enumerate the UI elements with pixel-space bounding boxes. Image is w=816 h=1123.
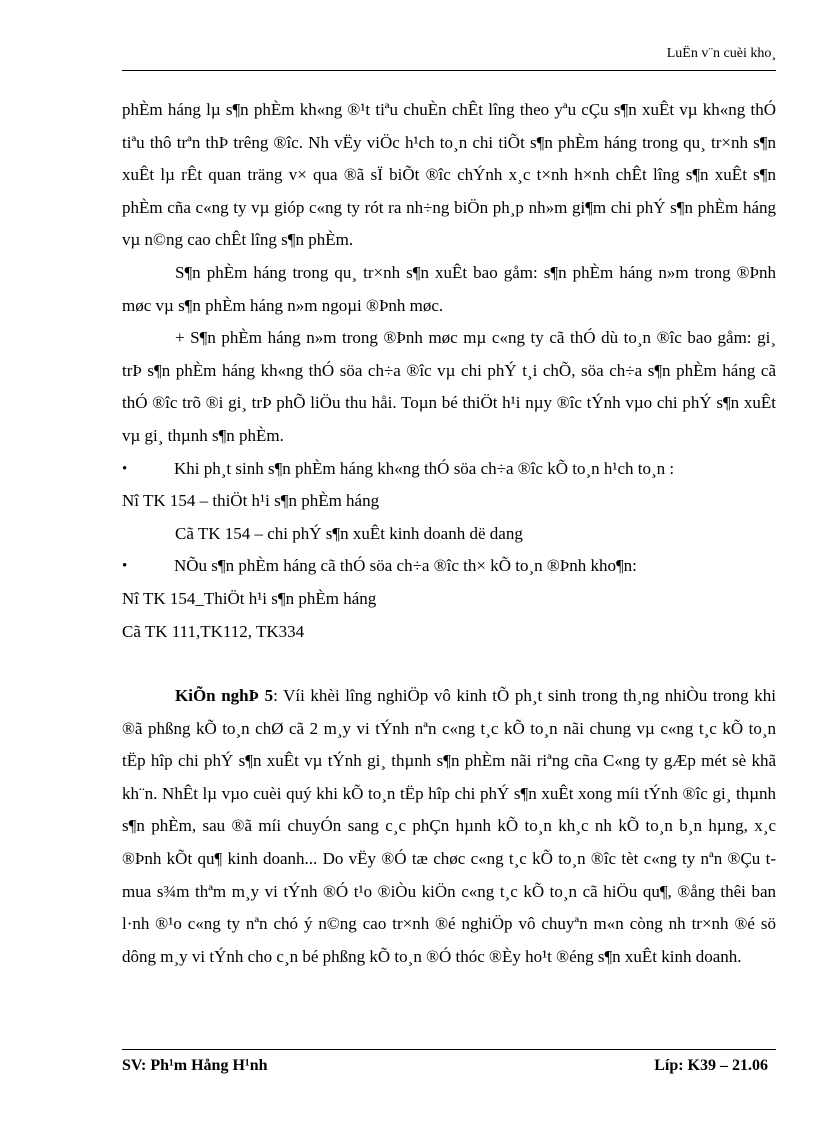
footer-student: SV: Ph¹m Hång H¹nh — [122, 1057, 268, 1074]
page-body — [122, 94, 776, 973]
bullet-icon: • — [122, 460, 128, 477]
footer-rule — [122, 1049, 776, 1050]
entry-line-1: Nî TK 154 – thiÖt h¹i s¶n phÈm háng — [122, 491, 380, 511]
paragraph-2: S¶n phÈm háng trong qu¸ tr×nh s¶n xuÊt bao gåm: s¶n phÈm háng n»m trong ®Þnh møc vµ s¶n phÈm háng n»m ngoµi ®Þnh møc. — [122, 262, 776, 315]
bullet-icon: • — [122, 558, 128, 575]
spacer — [122, 648, 776, 680]
bullet-1-text: Khi ph¸t sinh s¶n phÈm háng kh«ng thÓ söa ch÷a ®îc kÕ to¸n h¹ch to¸n : — [174, 458, 675, 478]
recommendation-5 — [122, 680, 776, 973]
bullet-2-text: NÕu s¶n phÈm háng cã thÓ söa ch÷a ®îc th× kÕ to¸n ®Þnh kho¶n: — [174, 556, 637, 576]
header-rule — [122, 70, 776, 71]
recommendation-5-text: : Víi khèi lîng nghiÖp vô kinh tÕ ph¸t sinh trong th¸ng nhiÒu trong khi ®ã phßng kÕ to¸n chØ cã 2 m¸y vi tÝnh nªn c«ng t¸c kÕ to¸n nãi chung vµ c«ng t¸c kÕ to¸n tËp hîp chi phÝ s¶n xuÊt vµ tÝnh gi¸ thµnh s¶n phÈm nãi riªng cña C«ng ty gÆp mét sè khã kh¨n. NhÊt lµ vµo cuèi quý khi kÕ to¸n tËp hîp chi phÝ s¶n xuÊt xong míi tÝnh ®îc gi¸ thµnh s¶n phÈm, sau ®ã míi chuyÓn sang c¸c phÇn hµnh kÕ to¸n kh¸c nh kÕ to¸n b¸n hµng, x¸c ®Þnh kÕt qu¶ kinh doanh... Do vËy ®Ó tæ chøc c«ng t¸c kÕ to¸n ®îc tèt c«ng ty nªn ®Çu t mua s¾m thªm m¸y vi tÝnh ®Ó t¹o ®iÒu kiÖn c«ng t¸c kÕ to¸n cã hiÖu qu¶, ®ång thêi ban l·nh ®¹o c«ng ty nªn chó ý n©ng cao tr×nh ®é nghiÖp vô chuyªn m«n còng nh tr×nh ®é sö dông m¸y vi tÝnh cho c¸n bé phßng kÕ to¸n ®Ó thóc ®Èy ho¹t ®éng s¶n xuÊt kinh doanh. — [122, 686, 776, 966]
entry-line-3: Nî TK 154_ThiÖt h¹i s¶n phÈm háng — [122, 588, 377, 608]
footer-class: Líp: K39 – 21.06 — [654, 1057, 768, 1074]
bullet-item-1 — [122, 453, 776, 486]
bullet-item-2 — [122, 550, 776, 583]
paragraph-1: phÈm háng lµ s¶n phÈm kh«ng ®¹t tiªu chuÈn chÊt lîng theo yªu cÇu s¶n xuÊt vµ kh«ng thÓ tiªu thô trªn thÞ trêng ®îc. Nh vËy viÖc h¹ch to¸n chi tiÕt s¶n phÈm háng trong qu¸ tr×nh s¶n xuÊt lµ rÊt quan träng v× qua ®ã sÏ biÕt ®îc chÝnh x¸c t×nh h×nh chÊt lîng s¶n xuÊt s¶n phÈm cña c«ng ty vµ gióp c«ng ty rót ra nh÷ng biÖn ph¸p nh»m gi¶m chi phÝ s¶n phÈm háng vµ n©ng cao chÊt lîng s¶n phÈm. — [122, 100, 776, 250]
entry-line-4: Cã TK 111,TK112, TK334 — [122, 621, 305, 641]
entry-line-2: Cã TK 154 – chi phÝ s¶n xuÊt kinh doanh dë dang — [175, 523, 523, 543]
running-header: LuËn v¨n cuèi kho¸ — [666, 46, 776, 61]
recommendation-5-label: KiÕn nghÞ 5 — [175, 686, 274, 706]
paragraph-3: + S¶n phÈm háng n»m trong ®Þnh møc mµ c«ng ty cã thÓ dù to¸n ®îc bao gåm: gi¸ trÞ s¶n phÈm háng kh«ng thÓ söa ch÷a ®îc vµ chi phÝ t¸i chÕ, söa ch÷a s¶n phÈm háng cã thÓ ®îc trõ ®i gi¸ trÞ phÕ liÖu thu håi. Toµn bé thiÖt h¹i nµy ®îc tÝnh vµo chi phÝ s¶n xuÊt vµ gi¸ thµnh s¶n phÈm. — [122, 328, 776, 445]
